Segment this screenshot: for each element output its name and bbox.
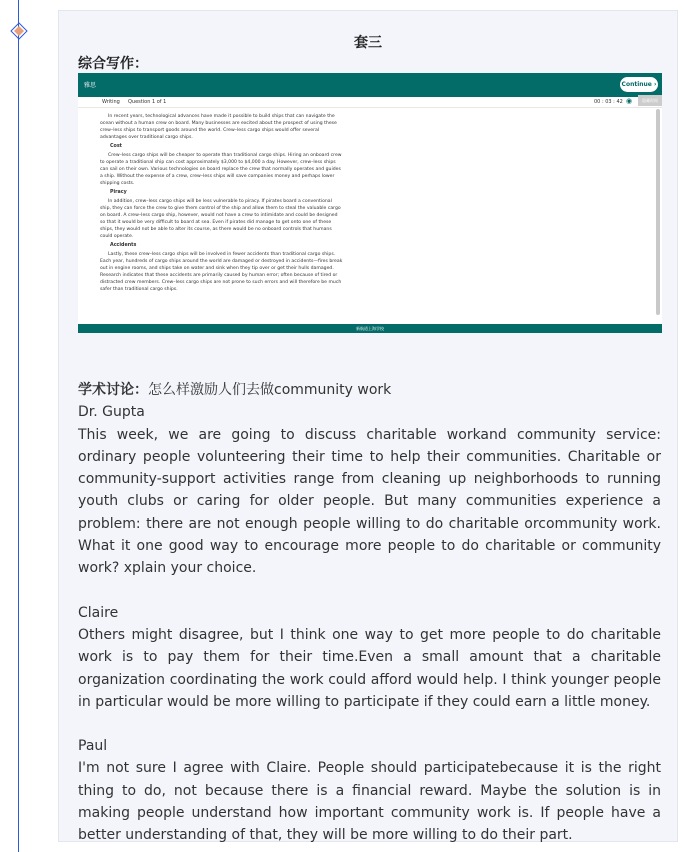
discussion-heading [78, 379, 661, 401]
passage-cost: Crew–less cargo ships will be cheaper to operate than traditional cargo ships. Hiring an onboard crew to operate a traditional ship can cost approximately $3,000 to $4,000 a day. However, crew–less ships can sail on their own. Various technologies on board replace the crew that normally operates and guides a ship. Without the expense of a crew, crew–less ships will save companies money and perhaps lower shipping costs. [100, 153, 342, 186]
student1-name: Claire [78, 604, 119, 621]
screenshot-topbar [78, 73, 662, 97]
timer: 00 : 03 : 42 [594, 99, 623, 105]
diamond-marker-icon [10, 20, 30, 42]
academic-discussion [78, 379, 661, 847]
student2-text: I'm not sure I agree with Claire. People should participatebecause it is the right thing to do, not because there is a financial reward. Maybe the solution is in making people understand how important community work is. If people have a better understanding of that, they will be more willing to do their part. [78, 760, 661, 844]
discussion-heading-topic: 怎么样激励人们去做community work [148, 382, 392, 398]
passage-intro: In recent years, technological advances have made it possible to build ships that can navigate the ocean without a human crew on board. Many businesses are excited about the prospect of using these crew–less ships to transport goods around the world. Crew–less cargo ships would offer several advantages over traditional cargo ships. [100, 114, 337, 140]
writing-tab: Writing [102, 99, 120, 105]
passage-piracy: In addition, crew–less cargo ships will be less vulnerable to piracy. If pirates board a conventional ship, they can force the crew to give them control of the ship and allow them to steal the valuable cargo on board. A crew–less cargo ship, however, would not have a crew to intimidate and could be designed so that it would be very difficult to board at sea. Even if pirates did manage to get onto one of these ships, they would not be able to alter its course, as there would be no onboard controls that humans could operate. [100, 199, 341, 239]
passage-heading-piracy: Piracy [110, 190, 127, 195]
passage-heading-cost: Cost [110, 144, 122, 149]
passage-accidents: Lastly, these crew–less cargo ships will be involved in fewer accidents than traditional cargo ships. Each year, hundreds of cargo ships around the world are damaged or destroyed in accidents—fires break out in engine rooms, and ships take on water and sink when they tip over or get their hulls damaged. Research indicates that these accidents are primarily caused by human error; often because of tired or distracted crew members. Crew–less cargo ships are not prone to such errors and will therefore be much safer than traditional cargo ships. [100, 252, 343, 292]
student2-name: Paul [78, 738, 108, 755]
screenshot-footer: 新航道上海学校 [78, 324, 662, 333]
student1-text: Others might disagree, but I think one way to get more people to do charitable work is to pay them for their time.Even a small amount that a charitable organization coordinating the work could afford would help. I think younger people in particular would be more willing to participate if they could earn a little money. [78, 626, 661, 710]
screenshot-scrollbar [656, 109, 660, 315]
embedded-exam-screenshot [78, 73, 662, 333]
timeline-line [18, 0, 19, 852]
continue-button: Continue › [620, 77, 658, 92]
discussion-heading-label: 学术讨论： [78, 382, 148, 398]
screenshot-subbar [78, 97, 662, 108]
content-card [58, 10, 678, 842]
continue-label: Continue [621, 81, 652, 88]
professor-name: Dr. Gupta [78, 404, 145, 421]
set-title: 套三 [354, 35, 382, 51]
reading-passage [100, 113, 344, 295]
professor-text: This week, we are going to discuss charitable workand community service: ordinary people volunteering their time to help their communities. Charitable or community-support activities range from cleaning up neighborhoods to running youth clubs or caring for older people. But many communities experience a problem: there are not enough people willing to do charitable orcommunity work. What it one good way to encourage more people to do charitable or community work? xplain your choice. [78, 426, 661, 577]
question-indicator: Question 1 of 1 [128, 99, 167, 105]
screenshot-brand: 雅思 [84, 82, 97, 89]
eye-icon: ◉ [626, 97, 633, 105]
passage-heading-accidents: Accidents [110, 243, 137, 248]
integrated-writing-heading: 综合写作： [78, 56, 148, 72]
hide-time-button: 隐藏时间 [638, 95, 662, 106]
